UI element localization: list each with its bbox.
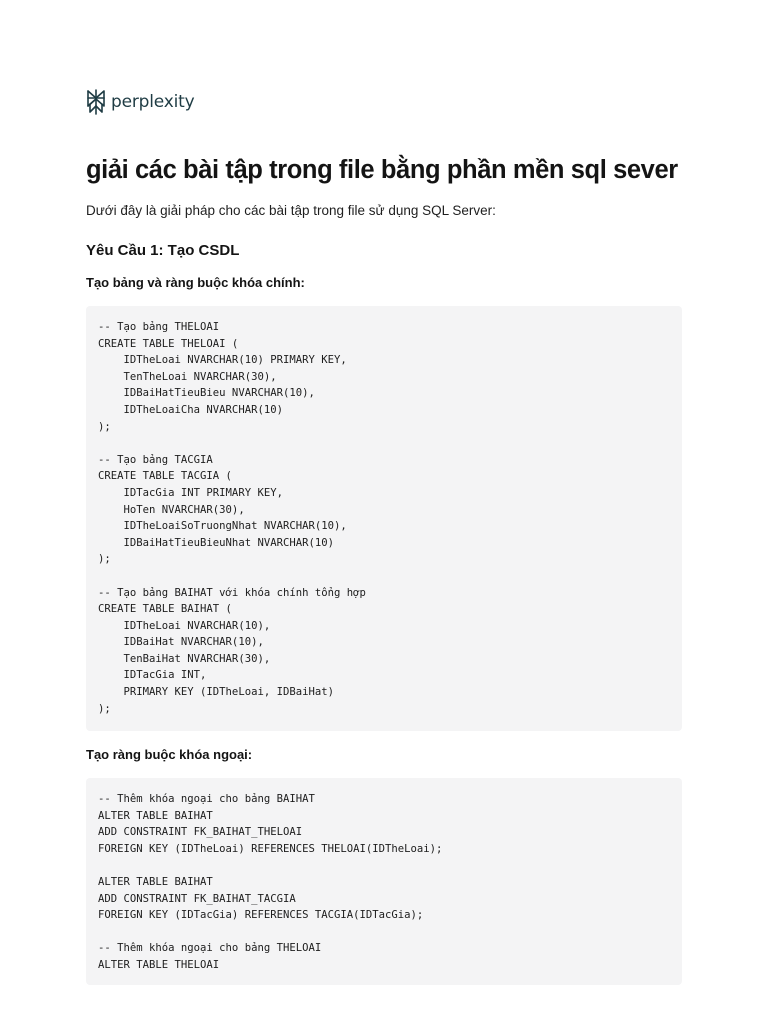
code-create-tables: -- Tạo bảng THELOAI CREATE TABLE THELOAI ( IDTheLoai NVARCHAR(10) PRIMARY KEY, TenTheLoai NVARCHAR(30), IDBaiHatTieuBieu NVARCHAR(10), IDTheLoaiCha NVARCHAR(10) ); -- Tạo bảng TACGIA CREATE TABLE TACGIA ( IDTacGia INT PRIMARY KEY, HoTen NVARCHAR(30), IDTheLoaiSoTruongNhat NVARCHAR(10), IDBaiHatTieuBieuNhat NVARCHAR(10) ); -- Tạo bảng BAIHAT với khóa chính tổng hợp CREATE TABLE BAIHAT ( IDTheLoai NVARCHAR(10), IDBaiHat NVARCHAR(10), TenBaiHat NVARCHAR(30), IDTacGia INT, PRIMARY KEY (IDTheLoai, IDBaiHat) );	[98, 321, 366, 715]
intro-text: Dưới đây là giải pháp cho các bài tập trong file sử dụng SQL Server:	[86, 203, 496, 218]
code-block-create-tables[interactable]	[86, 306, 682, 731]
subheading-foreign-keys: Tạo ràng buộc khóa ngoại:	[86, 747, 253, 762]
subheading-primary-keys: Tạo bảng và ràng buộc khóa chính:	[86, 275, 305, 290]
page-title: giải các bài tập trong file bằng phần mền sql sever	[86, 156, 678, 184]
perplexity-logo-icon	[85, 89, 107, 115]
brand-name: perplexity	[111, 92, 195, 112]
code-foreign-keys: -- Thêm khóa ngoại cho bảng BAIHAT ALTER TABLE BAIHAT ADD CONSTRAINT FK_BAIHAT_THELOAI FOREIGN KEY (IDTheLoai) REFERENCES THELOAI(IDTheLoai); ALTER TABLE BAIHAT ADD CONSTRAINT FK_BAIHAT_TACGIA FOREIGN KEY (IDTacGia) REFERENCES TACGIA(IDTacGia); -- Thêm khóa ngoại cho bảng THELOAI ALTER TABLE THELOAI	[98, 793, 443, 971]
code-block-foreign-keys[interactable]	[86, 778, 682, 985]
section-heading: Yêu Cầu 1: Tạo CSDL	[86, 242, 240, 259]
brand-logo[interactable]	[85, 89, 194, 115]
